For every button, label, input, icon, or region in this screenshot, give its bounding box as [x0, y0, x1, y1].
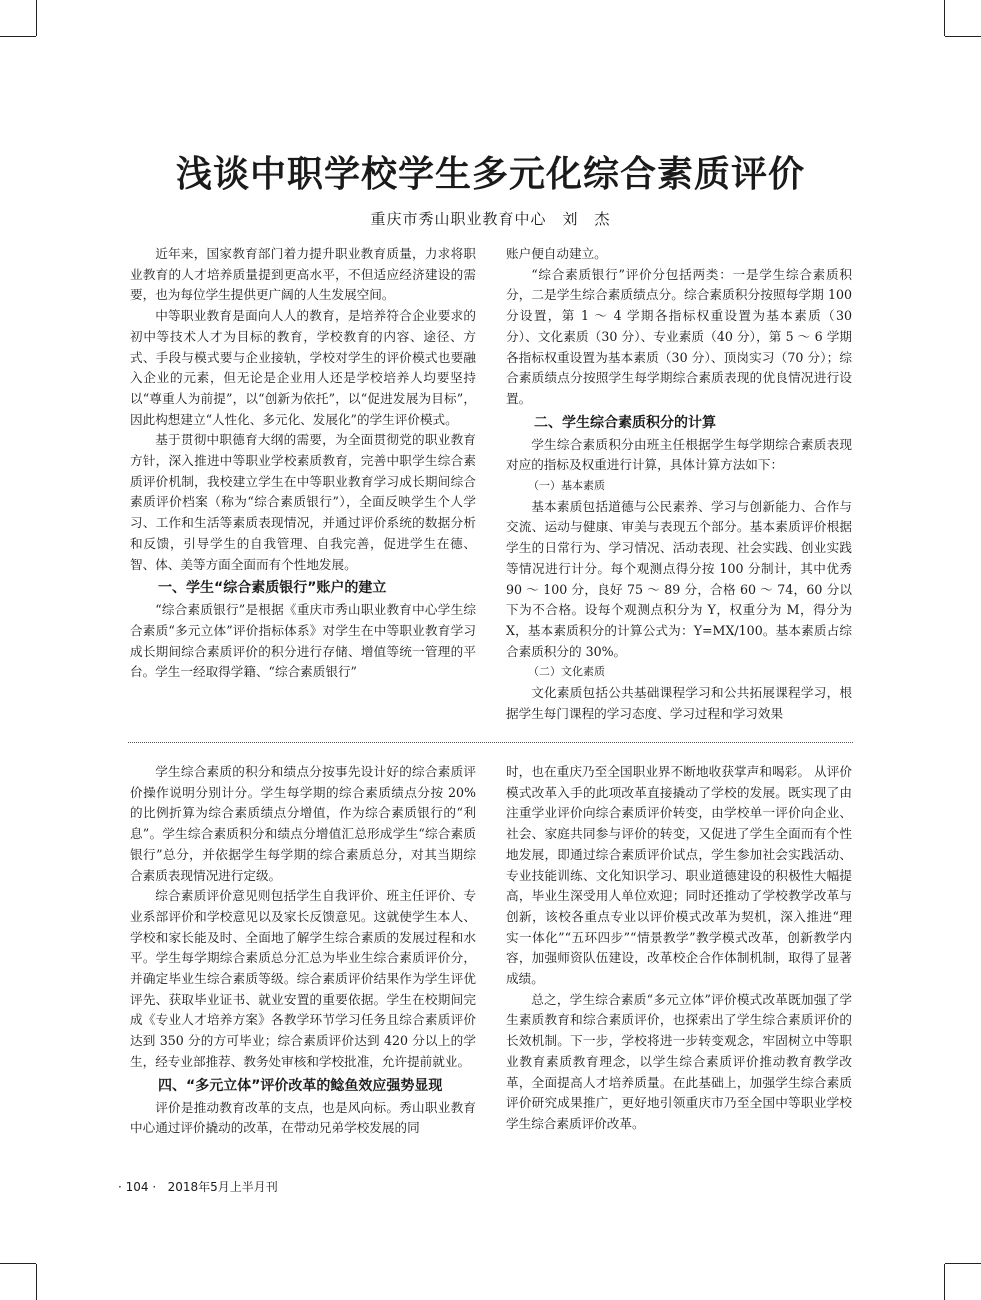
page-footer	[118, 1178, 278, 1195]
section-heading-2: 二、学生综合素质积分的计算	[534, 414, 716, 431]
paragraph: 评价是推动教育改革的支点，也是风向标。秀山职业教育中心通过评价撬动的改革，在带动兄弟学校发展的同	[130, 1099, 476, 1136]
crop-mark	[36, 0, 37, 36]
issue-label: 2018年5月上半月刊	[167, 1180, 278, 1194]
crop-mark	[36, 1264, 37, 1300]
paragraph: 账户便自动建立。	[506, 246, 607, 261]
article-byline: 重庆市秀山职业教育中心 刘 杰	[370, 210, 611, 228]
page-number: · 104 ·	[118, 1180, 157, 1194]
subsection-heading: （二）文化素质	[528, 665, 605, 679]
column-bottom-right	[506, 762, 852, 1135]
crop-mark	[945, 36, 981, 37]
column-top-right	[506, 244, 852, 724]
section-heading-1: 一、学生“综合素质银行”账户的建立	[158, 580, 387, 597]
section-heading-4: 四、“多元立体”评价改革的鲶鱼效应强势显现	[158, 1077, 443, 1094]
paragraph: 学生综合素质的积分和绩点分按事先设计好的综合素质评价操作说明分别计分。学生每学期的综合素质绩点分按 20% 的比例折算为综合素质绩点分增值，作为综合素质银行的“利息”。学生综合素质积分和绩点分增值汇总形成学生“综合素质银行”总分，并依据学生每学期的综合素质总分，对其当期综合素质表现情况进行定级。	[130, 764, 476, 883]
paragraph: “综合素质银行”是根据《重庆市秀山职业教育中心学生综合素质“多元立体”评价指标体系》对学生在中等职业教育学习成长期间综合素质评价的积分进行存储、增值等统一管理的平台。学生一经取得学籍、“综合素质银行”	[130, 602, 476, 680]
paragraph: 中等职业教育是面向人人的教育，是培养符合企业要求的初中等技术人才为目标的教育，学校教育的内容、途径、方式、手段与模式要与企业接轨，学校对学生的评价模式也要融入企业的元素，但无论是企业用人还是学校培养人均要坚持以“尊重人为前提”，以“创新为依托”，以“促进发展为目标”，因此构想建立“人性化、多元化、发展化”的学生评价模式。	[130, 308, 476, 427]
crop-mark	[0, 1263, 36, 1264]
column-top-left	[130, 244, 476, 683]
article-title: 浅谈中职学校学生多元化综合素质评价	[175, 154, 805, 195]
column-bottom-left	[130, 762, 476, 1139]
paragraph: 总之，学生综合素质“多元立体”评价模式改革既加强了学生素质教育和综合素质评价，也探索出了学生综合素质评价的长效机制。下一步，学校将进一步转变观念，牢固树立中等职业教育素质教育理念，以学生综合素质评价推动教育教学改革，全面提高人才培养质量。在此基础上，加强学生综合素质评价研究成果推广，更好地引领重庆市乃至全国中等职业学校学生综合素质评价改革。	[506, 991, 852, 1131]
paragraph: 基于贯彻中职德育大纲的需要，为全面贯彻党的职业教育方针，深入推进中等职业学校素质教育，完善中职学生综合素质评价机制，我校建立学生在中等职业教育学习成长期间综合素质评价档案（称为“综合素质银行”），全面反映学生个人学习、工作和生活等素质表现情况，并通过评价系统的数据分析和反馈，引导学生的自我管理、自我完善，促进学生在德、智、体、美等方面全面而有个性地发展。	[130, 432, 476, 572]
crop-mark	[0, 36, 36, 37]
crop-mark	[944, 1264, 945, 1300]
paragraph: 基本素质包括道德与公民素养、学习与创新能力、合作与交流、运动与健康、审美与表现五个部分。基本素质评价根据学生的日常行为、学习情况、活动表现、社会实践、创业实践等情况进行计分。每个观测点得分按 100 分制计，其中优秀 90 ～ 100 分，良好 75 ～ 89 分，合格 60 ～ 74，60 分以下为不合格。设每个观测点积分为 Y，权重分为 M，得分为 X，基本素质积分的计算公式为：Y=MX/100。基本素质占综合素质积分的 30%。	[506, 498, 852, 659]
crop-mark	[944, 0, 945, 36]
paragraph: 学生综合素质积分由班主任根据学生每学期综合素质表现对应的指标及权重进行计算，具体计算方法如下：	[506, 436, 852, 473]
crop-mark	[945, 1263, 981, 1264]
paragraph: 文化素质包括公共基础课程学习和公共拓展课程学习，根据学生每门课程的学习态度、学习过程和学习效果	[506, 685, 852, 721]
paragraph: 时，也在重庆乃至全国职业界不断地收获掌声和喝彩。 从评价模式改革入手的此项改革直接撬动了学校的发展。既实现了由注重学业评价向综合素质评价转变，由学校单一评价向企业、社会、家庭共同参与评价的转变，又促进了学生全面而有个性地发展，即通过综合素质评价试点，学生参加社会实践活动、专业技能训练、文化知识学习、职业道德建设的积极性大幅提高，毕业生深受用人单位欢迎；同时还推动了学校教学改革与创新，该校各重点专业以评价模式改革为契机，深入推进“理实一体化”“五环四步”“情景教学”教学模式改革，创新教学内容，加强师资队伍建设，改革校企合作体制机制，取得了显著成绩。	[506, 764, 852, 987]
paragraph: 近年来，国家教育部门着力提升职业教育质量，力求将职业教育的人才培养质量提到更高水平，不但适应经济建设的需要，也为每位学生提供更广阔的人生发展空间。	[130, 246, 476, 303]
subsection-heading: （一）基本素质	[528, 479, 605, 493]
paragraph: “综合素质银行”评价分包括两类：一是学生综合素质积分，二是学生综合素质绩点分。综合素质积分按照每学期 100 分设置，第 1 ～ 4 学期各指标权重设置为基本素质（30 分）、文化素质（30 分）、专业素质（40 分），第 5 ～ 6 学期各指标权重设置为基本素质（30 分）、顶岗实习（70 分）；综合素质绩点分按照学生每学期综合素质表现的优良情况进行设置。	[506, 266, 852, 406]
paragraph: 综合素质评价意见则包括学生自我评价、班主任评价、专业系部评价和学校意见以及家长反馈意见。这就使学生本人、学校和家长能及时、全面地了解学生综合素质的发展过程和水平。学生每学期综合素质总分汇总为毕业生综合素质评价分，并确定毕业生综合素质等级。综合素质评价结果作为学生评优评先、获取毕业证书、就业安置的重要依据。学生在校期间完成《专业人才培养方案》各教学环节学习任务且综合素质评价达到 350 分的方可毕业；综合素质评价达到 420 分以上的学生，经专业部推荐、教务处审核和学校批准，允许提前就业。	[130, 888, 476, 1069]
page-divider	[128, 742, 853, 743]
